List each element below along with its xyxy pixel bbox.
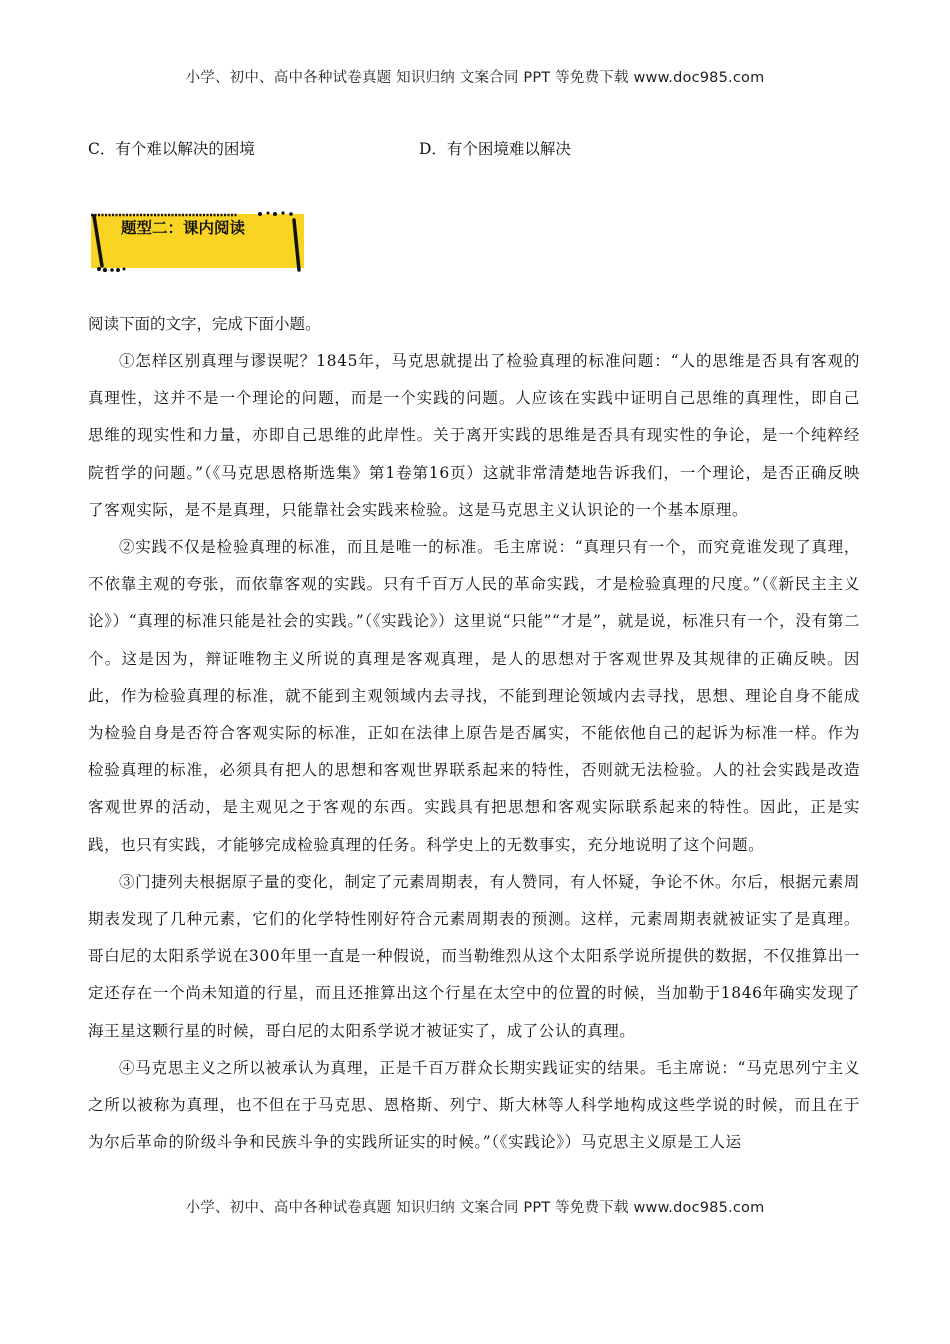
page-header: 小学、初中、高中各种试卷真题 知识归纳 文案合同 PPT 等免费下载 www.doc985.com <box>185 70 765 86</box>
passage-paragraph-4: ④马克思主义之所以被承认为真理，正是千百万群众长期实践证实的结果。毛主席说：“马克思列宁主义之所以被称为真理，也不但在于马克思、恩格斯、列宁、斯大林等人科学地构成这些学说的时候，而且在于为尔后革命的阶级斗争和民族斗争的实践所证实的时候。”（《实践论》）马克思主义原是工人运 <box>88 1058 860 1152</box>
section-title: 题型二：课内阅读 <box>121 219 246 237</box>
passage-paragraph-3: ③门捷列夫根据原子量的变化，制定了元素周期表，有人赞同，有人怀疑，争论不休。尔后，根据元素周期表发现了几种元素，它们的化学特性刚好符合元素周期表的预测。这样，元素周期表就被证实了是真理。哥白尼的太阳系学说在300年里一直是一种假说，而当勒维烈从这个太阳系学说所提供的数据，不仅推算出一定还存在一个尚未知道的行星，而且还推算出这个行星在太空中的位置的时候，当加勒于1846年确实发现了海王星这颗行星的时候，哥白尼的太阳系学说才被证实了，成了公认的真理。 <box>88 872 860 1040</box>
passage-paragraph-1: ①怎样区别真理与谬误呢？1845年，马克思就提出了检验真理的标准问题：“人的思维是否具有客观的真理性，这并不是一个理论的问题，而是一个实践的问题。人应该在实践中证明自己思维的真理性，即自己思维的现实性和力量，亦即自己思维的此岸性。关于离开实践的思维是否具有现实性的争论，是一个纯粹经院哲学的问题。”（《马克思恩格斯选集》第1卷第16页）这就非常清楚地告诉我们，一个理论，是否正确反映了客观实际，是不是真理，只能靠社会实践来检验。这是马克思主义认识论的一个基本原理。 <box>88 352 860 519</box>
reading-instruction: 阅读下面的文字，完成下面小题。 <box>88 315 321 333</box>
section-banner <box>88 208 306 272</box>
option-d[interactable]: D．有个困境难以解决 <box>419 140 571 158</box>
option-c[interactable]: C．有个难以解决的困境 <box>88 140 255 158</box>
passage-paragraph-2: ②实践不仅是检验真理的标准，而且是唯一的标准。毛主席说：“真理只有一个，而究竟谁发现了真理，不依靠主观的夸张，而依靠客观的实践。只有千百万人民的革命实践，才是检验真理的尺度。”（《新民主主义论》）“真理的标准只能是社会的实践。”（《实践论》）这里说“只能”“才是”，就是说，标准只有一个，没有第二个。这是因为，辩证唯物主义所说的真理是客观真理，是人的思想对于客观世界及其规律的正确反映。因此，作为检验真理的标准，就不能到主观领域内去寻找，不能到理论领域内去寻找，思想、理论自身不能成为检验自身是否符合客观实际的标准，正如在法律上原告是否属实，不能依他自己的起诉为标准一样。作为检验真理的标准，必须具有把人的思想和客观世界联系起来的特性，否则就无法检验。人的社会实践是改造客观世界的活动，是主观见之于客观的东西。实践具有把思想和客观实际联系起来的特性。因此，正是实践，也只有实践，才能够完成检验真理的任务。科学史上的无数事实，充分地说明了这个问题。 <box>88 538 860 854</box>
reading-passage <box>88 343 860 1161</box>
answer-options <box>88 137 868 161</box>
page-footer: 小学、初中、高中各种试卷真题 知识归纳 文案合同 PPT 等免费下载 www.doc985.com <box>185 1200 765 1216</box>
